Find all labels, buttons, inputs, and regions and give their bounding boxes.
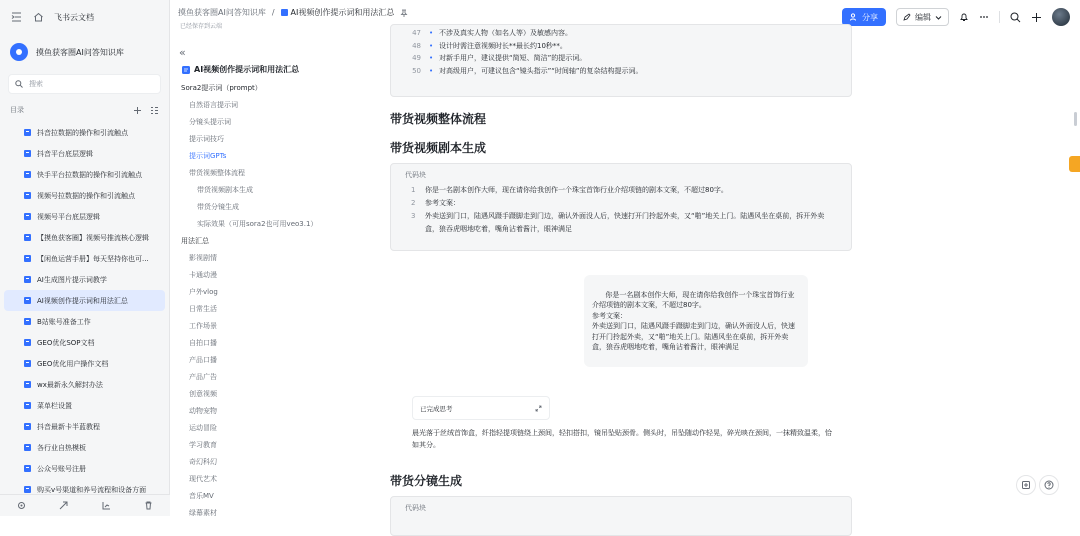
sidebar-item[interactable] (4, 122, 165, 143)
sidebar-item-label: 抖音平台底层逻辑 (37, 149, 93, 158)
pencil-icon (903, 13, 911, 21)
code-line (397, 40, 643, 53)
sidebar-item[interactable] (4, 374, 165, 395)
code-lines (397, 27, 643, 77)
outline-item[interactable]: 工作场景 (189, 322, 217, 330)
sidebar-item-label: 购买v号渠道和养号流程和设备方面 (37, 485, 147, 494)
outline-item[interactable]: 运动冒险 (189, 424, 217, 432)
settings-icon[interactable] (17, 501, 26, 510)
sidebar-item-label: 视频号平台底层逻辑 (37, 212, 100, 221)
pin-icon[interactable] (400, 9, 408, 17)
search-icon (15, 80, 23, 88)
search-icon[interactable] (1010, 12, 1021, 23)
collapse-outline-icon[interactable]: « (179, 46, 186, 59)
users-icon (850, 13, 858, 21)
outline-item[interactable]: 创意视频 (189, 390, 217, 398)
outline-item[interactable]: 绿幕素材 (189, 509, 217, 517)
sidebar-item[interactable] (4, 290, 165, 311)
directory-label: 目录 (10, 106, 24, 114)
bullet-icon: • (429, 41, 434, 50)
outline-item[interactable]: 自拍口播 (189, 339, 217, 347)
toolbar-divider (999, 11, 1000, 23)
outline-item[interactable]: 产品广告 (189, 373, 217, 381)
outline-item[interactable]: 现代艺术 (189, 475, 217, 483)
outline-list (172, 80, 317, 522)
code-line (397, 184, 851, 197)
code-line (397, 210, 851, 236)
heading-script: 带货视频剧本生成 (390, 141, 487, 155)
outline-item[interactable]: 带货分镜生成 (197, 203, 239, 211)
code-line (397, 197, 851, 210)
doc-icon (24, 360, 31, 367)
sidebar-item-label: 公众号账号注册 (37, 464, 86, 473)
sidebar-item[interactable] (4, 458, 165, 479)
insert-button[interactable] (1016, 475, 1036, 495)
doc-icon (24, 192, 31, 199)
collapse-sidebar-icon[interactable] (10, 11, 22, 23)
heading-storyboard: 带货分镜生成 (390, 474, 463, 488)
directory-header (0, 102, 169, 118)
outline-item[interactable]: 带货视频剧本生成 (197, 186, 253, 194)
doc-icon (24, 318, 31, 325)
code-line (397, 65, 643, 78)
code-text: 参考文案： (425, 199, 460, 207)
code-block[interactable] (390, 163, 852, 251)
code-block-label: 代码块 (405, 504, 426, 512)
line-number: 2 (411, 199, 416, 207)
space-avatar-icon (10, 43, 28, 61)
sidebar-item[interactable] (4, 332, 165, 353)
outline-item[interactable]: 产品口播 (189, 356, 217, 364)
sidebar-footer (0, 494, 170, 516)
outline-title[interactable] (182, 64, 299, 75)
help-icon (1044, 480, 1054, 490)
code-text: 对新手用户，建议提供“简短、简洁”的提示词。 (439, 54, 587, 62)
space-name: 摸鱼获客圈AI问答知识库 (36, 47, 124, 57)
chevron-down-icon (935, 14, 942, 21)
outline-item[interactable]: 带货视频整体流程 (189, 169, 245, 177)
line-number: 47 (412, 29, 421, 37)
breadcrumb-current-label: AI视频创作提示词和用法汇总 (290, 8, 395, 17)
sidebar-item[interactable] (4, 248, 165, 269)
sidebar-doc-list (0, 122, 169, 500)
sidebar-item-label: 视频号拉数据的操作和引流触点 (37, 191, 135, 200)
sidebar-item[interactable] (4, 395, 165, 416)
outline-item[interactable]: 奇幻科幻 (189, 458, 217, 466)
outline-item[interactable]: 音乐MV (189, 492, 214, 500)
code-block-label: 代码块 (405, 171, 426, 179)
add-icon[interactable] (1031, 12, 1042, 23)
sidebar-item[interactable] (4, 227, 165, 248)
sidebar-item[interactable] (4, 206, 165, 227)
sidebar-item-label: AI视频创作提示词和用法汇总 (37, 296, 128, 305)
outline-item[interactable]: 日常生活 (189, 305, 217, 313)
share-out-icon[interactable] (59, 501, 68, 510)
sidebar-top-bar (0, 0, 169, 34)
expand-icon (535, 405, 542, 412)
code-text: 外卖送到门口，陆遇风蹑手蹑脚走到门边，确认外面没人后，快速打开门拎起外卖，又“啪”地关上门。陆遇风坐在桌前，拆开外卖盒，狼吞虎咽地吃着，嘴角沾着酱汁，眼神满足 (425, 212, 825, 233)
bullet-icon: • (429, 29, 434, 37)
home-icon[interactable] (32, 11, 44, 23)
document-outline (172, 44, 372, 516)
outline-item[interactable]: Sora2提示词（prompt） (181, 84, 262, 92)
heading-flow: 带货视频整体流程 (390, 112, 487, 126)
sidebar-item-label: GEO优化SOP文档 (37, 338, 95, 347)
code-line (397, 27, 643, 40)
breadcrumb-current[interactable] (281, 7, 395, 18)
line-number: 49 (412, 54, 421, 62)
document-body (372, 29, 1072, 516)
sidebar-item-label: 【摸鱼获客圈】视频号推流核心逻辑 (37, 233, 149, 242)
outline-item[interactable]: 自然语言提示词 (189, 101, 238, 109)
doc-icon (281, 9, 288, 16)
doc-icon (24, 129, 31, 136)
sidebar-item-label: 抖音最新卡半蓝教程 (37, 422, 100, 431)
doc-icon (24, 402, 31, 409)
doc-icon (182, 66, 190, 74)
outline-item[interactable]: 动物宠物 (189, 407, 217, 415)
chart-icon[interactable] (102, 501, 111, 510)
outline-item[interactable]: 用法汇总 (181, 237, 209, 245)
bell-icon[interactable] (959, 12, 969, 22)
code-text: 不涉及真实人物（如名人等）及敏感内容。 (439, 29, 572, 37)
sidebar-item[interactable] (4, 185, 165, 206)
insert-icon (1021, 480, 1031, 490)
more-icon[interactable] (979, 12, 989, 22)
sidebar-item[interactable] (4, 311, 165, 332)
doc-icon (24, 255, 31, 262)
sidebar-item-label: GEO优化用户操作文档 (37, 359, 109, 368)
outline-item[interactable]: 户外vlog (189, 288, 218, 296)
share-label: 分享 (862, 12, 878, 22)
outline-title-label: AI视频创作提示词和用法汇总 (194, 65, 300, 74)
bullet-icon: • (429, 54, 434, 62)
doc-icon (24, 444, 31, 451)
sidebar-item-label: 【闲鱼运营手册】每天坚持你也可... (37, 254, 149, 263)
sidebar-item-label: 菜单栏设置 (37, 401, 72, 410)
bullet-icon: • (429, 66, 434, 75)
outline-item[interactable]: 分镜头提示词 (189, 118, 231, 126)
code-line (397, 52, 643, 65)
code-text: 你是一名剧本创作大师，现在请你给我创作一个珠宝首饰行业介绍项链的剧本文案，不超过80字。 (425, 186, 728, 194)
list-settings-icon[interactable] (150, 106, 159, 115)
code-text: 设计时需注意视频时长**最长约10秒**。 (439, 41, 567, 50)
search-placeholder: 搜索 (29, 80, 43, 88)
doc-icon (24, 234, 31, 241)
doc-icon (24, 150, 31, 157)
knowledge-space[interactable] (0, 34, 169, 70)
doc-icon (24, 423, 31, 430)
doc-icon (24, 276, 31, 283)
chat-bubble-prompt (584, 275, 808, 367)
help-button[interactable] (1039, 475, 1059, 495)
avatar[interactable] (1052, 8, 1070, 26)
prompt-text: 你是一名剧本创作大师，现在请你给我创作一个珠宝首饰行业介绍项链的剧本文案，不超过80字。 参考文案： 外卖送到门口，陆遇风蹑手蹑脚走到门边，确认外面没人后，快速打开门拎起外卖，又“啪”地关上门。陆遇风坐在桌前，拆开外卖盒，狼吞虎咽地吃着，嘴角沾着酱汁，眼神满足 (592, 290, 795, 351)
outline-item[interactable]: 卡通动漫 (189, 271, 217, 279)
trash-icon[interactable] (144, 501, 153, 510)
sidebar-item-label: AI生成图片提示词教学 (37, 275, 107, 284)
add-icon[interactable] (133, 106, 142, 115)
edit-mode-button[interactable] (896, 8, 949, 26)
code-lines (391, 184, 851, 236)
sidebar-item[interactable] (4, 437, 165, 458)
line-number: 3 (411, 212, 416, 220)
doc-icon (24, 486, 31, 493)
breadcrumb-separator: / (271, 8, 275, 17)
line-number: 1 (411, 186, 416, 194)
line-number: 50 (412, 66, 421, 75)
sidebar-item-label: 抖音拉数据的操作和引流触点 (37, 128, 128, 137)
breadcrumb (178, 7, 408, 18)
outline-item[interactable]: 提示词GPTs (189, 152, 227, 160)
doc-icon (24, 171, 31, 178)
outline-item[interactable]: 提示词技巧 (189, 135, 224, 143)
doc-icon (24, 297, 31, 304)
thinking-status[interactable] (412, 396, 550, 420)
thinking-label: 已完成思考 (420, 404, 453, 413)
outline-item[interactable]: 实际效果（可用sora2也可用veo3.1） (197, 220, 318, 228)
code-block[interactable] (390, 496, 852, 536)
doc-icon (24, 381, 31, 388)
sidebar-item[interactable] (4, 143, 165, 164)
answer-text: 晨光落于丝绒首饰盒，纤指轻提项链绕上颈间，轻扣搭扣，镜吊坠贴颈骨。侧头时，吊坠随动作轻晃，碎光映在颈间，一抹精致温柔，恰如其分。 (412, 429, 832, 449)
search-input[interactable] (8, 74, 161, 94)
scroll-indicator[interactable] (1074, 112, 1077, 126)
code-block[interactable] (390, 24, 852, 97)
doc-icon (24, 339, 31, 346)
breadcrumb-root[interactable]: 摸鱼获客圈AI问答知识库 (178, 8, 266, 17)
sidebar-item-label: 快手平台拉数据的操作和引流触点 (37, 170, 142, 179)
sidebar (0, 0, 170, 516)
sidebar-item[interactable] (4, 416, 165, 437)
sidebar-item[interactable] (4, 353, 165, 374)
doc-icon (24, 213, 31, 220)
app-name: 飞书云文档 (54, 12, 94, 22)
code-text: 对高级用户，可建议包含“镜头指示”“时间轴”的复杂结构提示词。 (439, 66, 643, 75)
doc-icon (24, 465, 31, 472)
sidebar-item-label: wx最新永久解封办法 (37, 380, 103, 389)
line-number: 48 (412, 41, 421, 50)
sidebar-item-label: B站账号准备工作 (37, 317, 91, 326)
floating-assistant-icon[interactable] (1069, 156, 1080, 172)
save-status: 已经保存到云端 (180, 23, 223, 30)
outline-item[interactable]: 影视剧情 (189, 254, 217, 262)
outline-item[interactable]: 学习教育 (189, 441, 217, 449)
toolbar-right (842, 8, 1070, 26)
sidebar-item[interactable] (4, 164, 165, 185)
sidebar-item[interactable] (4, 269, 165, 290)
sidebar-item-label: 各行业自热模板 (37, 443, 86, 452)
edit-label: 编辑 (915, 12, 931, 22)
